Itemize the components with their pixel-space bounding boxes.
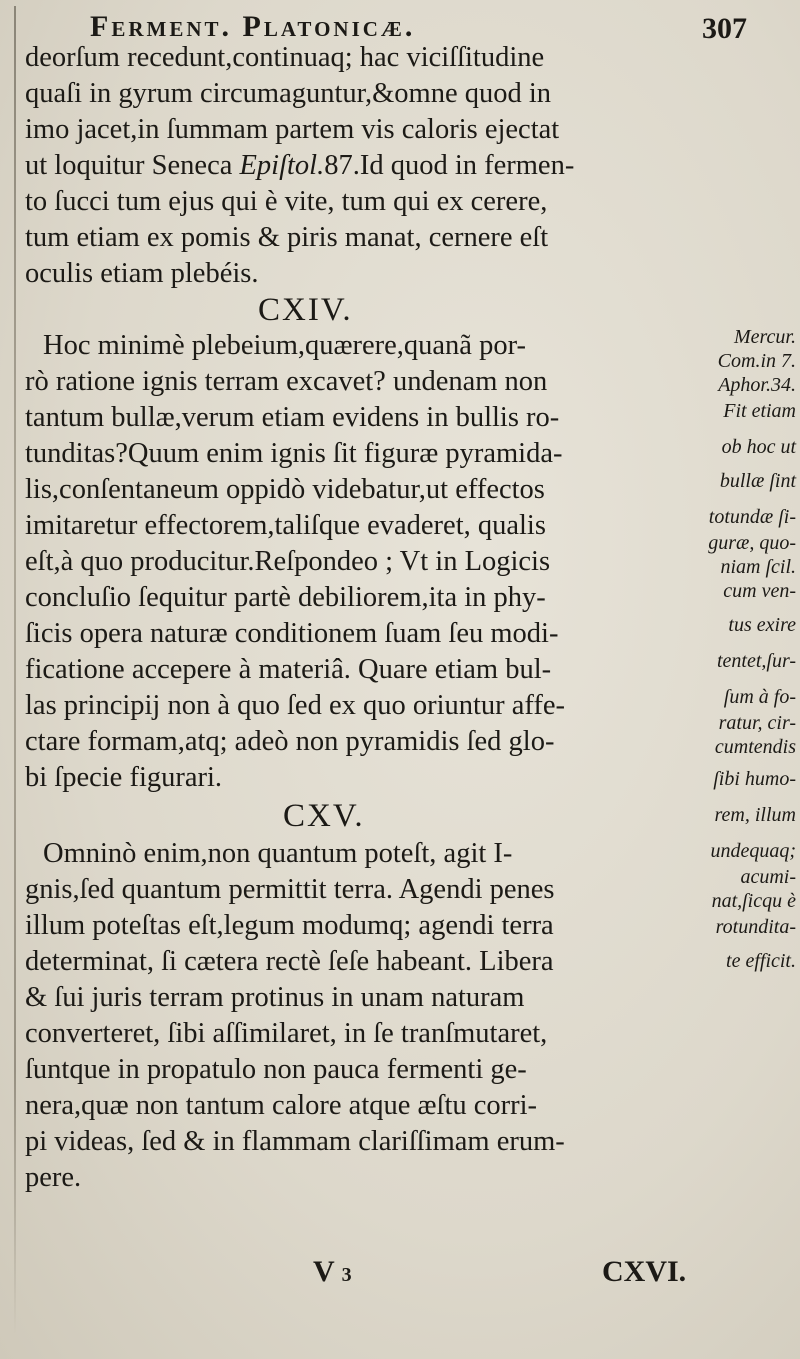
marginal-note: ob hoc ut xyxy=(721,436,796,458)
text-fragment: 87.Id quod in fermen- xyxy=(324,150,575,181)
marginal-note: niam ſcil. xyxy=(720,556,796,578)
text-line: bi ſpecie figurari. xyxy=(25,762,223,793)
text-line: tunditas?Quum enim ignis ſit figuræ pyramida- xyxy=(25,438,563,469)
marginal-note: guræ, quo- xyxy=(708,532,796,554)
marginal-note: undequaq; xyxy=(710,840,796,862)
text-line: pi videas, ſed & in flammam clariſſimam erum- xyxy=(25,1126,565,1157)
text-line: rò ratione ignis terram excavet? undenam non xyxy=(25,366,548,397)
gutter-shadow xyxy=(14,6,16,1336)
marginal-note: tus exire xyxy=(728,614,796,636)
marginal-note: cumtendis xyxy=(714,736,796,758)
catchword: CXVI. xyxy=(602,1255,687,1288)
text-line: Omninò enim,non quantum poteſt, agit I- xyxy=(43,838,513,869)
marginal-note: ſibi humo- xyxy=(713,768,796,790)
marginal-note: rem, illum xyxy=(714,804,796,826)
text-line: Hoc minimè plebeium,quærere,quanã por- xyxy=(43,330,526,361)
marginal-note: te efficit. xyxy=(726,950,796,972)
text-line: converteret, ſibi aſſimilaret, in ſe tranſmutaret, xyxy=(25,1018,548,1049)
marginal-note: totundæ ſi- xyxy=(708,506,796,528)
signature-letter: V xyxy=(313,1255,335,1288)
page-number: 307 xyxy=(702,12,747,45)
text-line: quaſi in gyrum circumaguntur,&omne quod in xyxy=(25,78,552,109)
citation: Epiſtol. xyxy=(239,150,325,181)
text-fragment: ut loquitur Seneca xyxy=(25,150,240,181)
text-line: pere. xyxy=(25,1162,82,1193)
marginal-note: ratur, cir- xyxy=(718,712,796,734)
marginal-note: ſum à fo- xyxy=(723,686,796,708)
marginal-note: rotundita- xyxy=(715,916,796,938)
marginal-note: Fit etiam xyxy=(723,400,796,422)
text-line: to ſucci tum ejus qui è vite, tum qui ex cerere, xyxy=(25,186,548,217)
marginal-note: nat,ſicqu è xyxy=(711,890,796,912)
running-title: Ferment. Platonicæ. xyxy=(90,10,416,43)
text-line: tantum bullæ,verum etiam evidens in bullis ro- xyxy=(25,402,560,433)
text-line: deorſum recedunt,continuaq; hac viciſſitudine xyxy=(25,42,545,73)
text-line: imitaretur effectorem,taliſque evaderet, qualis xyxy=(25,510,546,541)
text-line: tum etiam ex pomis & piris manat, cernere eſt xyxy=(25,222,549,253)
marginal-note: Aphor.34. xyxy=(718,374,796,396)
marginal-note: bullæ ſint xyxy=(719,470,796,492)
text-line: determinat, ſi cætera rectè ſeſe habeant. Libera xyxy=(25,946,554,977)
text-line: oculis etiam plebéis. xyxy=(25,258,259,289)
text-line: lis,conſentaneum oppidò videbatur,ut effectos xyxy=(25,474,545,505)
text-line: eſt,à quo producitur.Reſpondeo ; Vt in Logicis xyxy=(25,546,551,577)
text-line: las principij non à quo ſed ex quo oriuntur affe- xyxy=(25,690,566,721)
marginal-note: cum ven- xyxy=(723,580,796,602)
marginal-note: acumi- xyxy=(740,866,796,888)
text-line: ctare formam,atq; adeò non pyramidis ſed glo- xyxy=(25,726,555,757)
section-heading-cxv: CXV. xyxy=(283,798,365,834)
running-header xyxy=(0,4,800,44)
section-heading-cxiv: CXIV. xyxy=(258,292,353,328)
text-line: ſuntque in propatulo non pauca fermenti ge- xyxy=(25,1054,527,1085)
marginal-note: Com.in 7. xyxy=(717,350,796,372)
text-line: & ſui juris terram protinus in unam naturam xyxy=(25,982,525,1013)
text-line: gnis,ſed quantum permittit terra. Agendi penes xyxy=(25,874,555,905)
marginal-note: Mercur. xyxy=(733,326,796,348)
marginal-note: tentet,ſur- xyxy=(716,650,796,672)
text-line xyxy=(25,148,574,184)
text-line: imo jacet,in ſummam partem vis caloris ejectat xyxy=(25,114,560,145)
text-line: illum poteſtas eſt,legum modumq; agendi terra xyxy=(25,910,554,941)
signature-number: 3 xyxy=(341,1264,352,1286)
text-line: ſicis opera naturæ conditionem ſuam ſeu modi- xyxy=(25,618,559,649)
signature-mark xyxy=(313,1255,352,1289)
text-line: nera,quæ non tantum calore atque æſtu corri- xyxy=(25,1090,538,1121)
text-line: ficatione accepere à materiâ. Quare etiam bul- xyxy=(25,654,552,685)
text-line: concluſio ſequitur partè debiliorem,ita in phy- xyxy=(25,582,546,613)
